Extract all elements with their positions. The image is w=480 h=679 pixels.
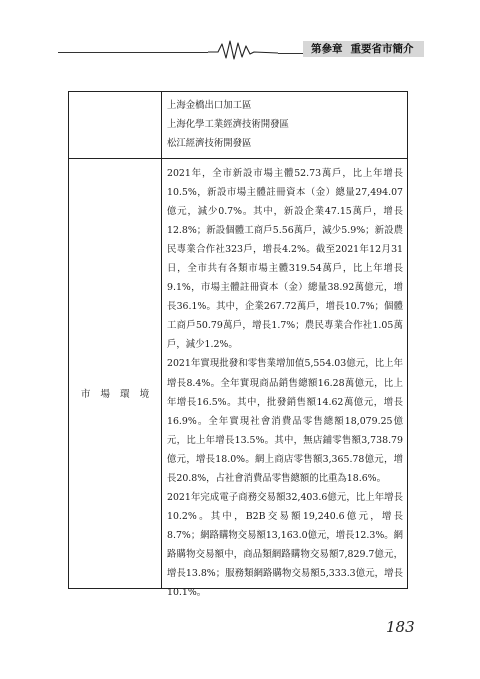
page-number: 183	[386, 618, 415, 636]
ecommerce-paragraph: 2021年完成電子商務交易額32,403.6億元，比上年增長10.2%。其中，B2B交易額19,240.6億元，增長8.7%；網路購物交易額13,163.0億元，增長12.3%。網路購物交易額中，商品類網路購物交易額7,829.7億元，增長13.8%；服務類網路購物交易額5,333.3億元，增長10.1%。	[167, 491, 403, 599]
zone-item: 松江經濟技術開發區	[167, 138, 252, 149]
retail-sales-paragraph: 2021年實現批發和零售業增加值5,554.03億元，比上年增長8.4%。全年實現商品銷售總額16.28萬億元，比上年增長16.5%。其中，批發銷售額14.62萬億元，增長16.9%。全年實現社會消費品零售總額18,079.25億元，比上年增長13.5%。其中，無店鋪零售額3,738.79億元，增長18.0%。網上商店零售額3,365.78億元，增長20.8%，占社會消費品零售總額的比重為18.6%。	[167, 358, 403, 484]
heartbeat-wave-icon	[208, 38, 278, 62]
info-table	[68, 91, 408, 599]
header-rule-left	[58, 52, 208, 53]
table-column-divider	[161, 92, 162, 588]
development-zone-list	[167, 96, 289, 153]
market-environment-content	[167, 164, 403, 602]
zone-item: 上海化學工業經濟技術開發區	[167, 119, 289, 130]
market-environment-label: 市場環境	[80, 389, 160, 400]
running-header	[58, 38, 420, 62]
zone-item: 上海金橋出口加工區	[167, 100, 252, 111]
chapter-tag	[303, 41, 424, 57]
table-row-divider	[69, 158, 407, 159]
chapter-title: 重要省市簡介	[350, 43, 414, 55]
chapter-number: 第參章	[311, 43, 343, 55]
market-entities-paragraph: 2021年，全市新設市場主體52.73萬戶，比上年增長10.5%，新設市場主體註冊資本（金）總量27,494.07億元，減少0.7%。其中，新設企業47.15萬戶，增長12.8%；新設個體工商戶5.56萬戶，減少5.9%；新設農民專業合作社323戶，增長4.2%。截至2021年12月31日，全市共有各類市場主體319.54萬戶，比上年增長9.1%，市場主體註冊資本（金）總量38.92萬億元，增長36.1%。其中，企業267.72萬戶，增長10.7%；個體工商戶50.79萬戶，增長1.7%；農民專業合作社1.05萬戶，減少1.2%。	[167, 168, 403, 351]
